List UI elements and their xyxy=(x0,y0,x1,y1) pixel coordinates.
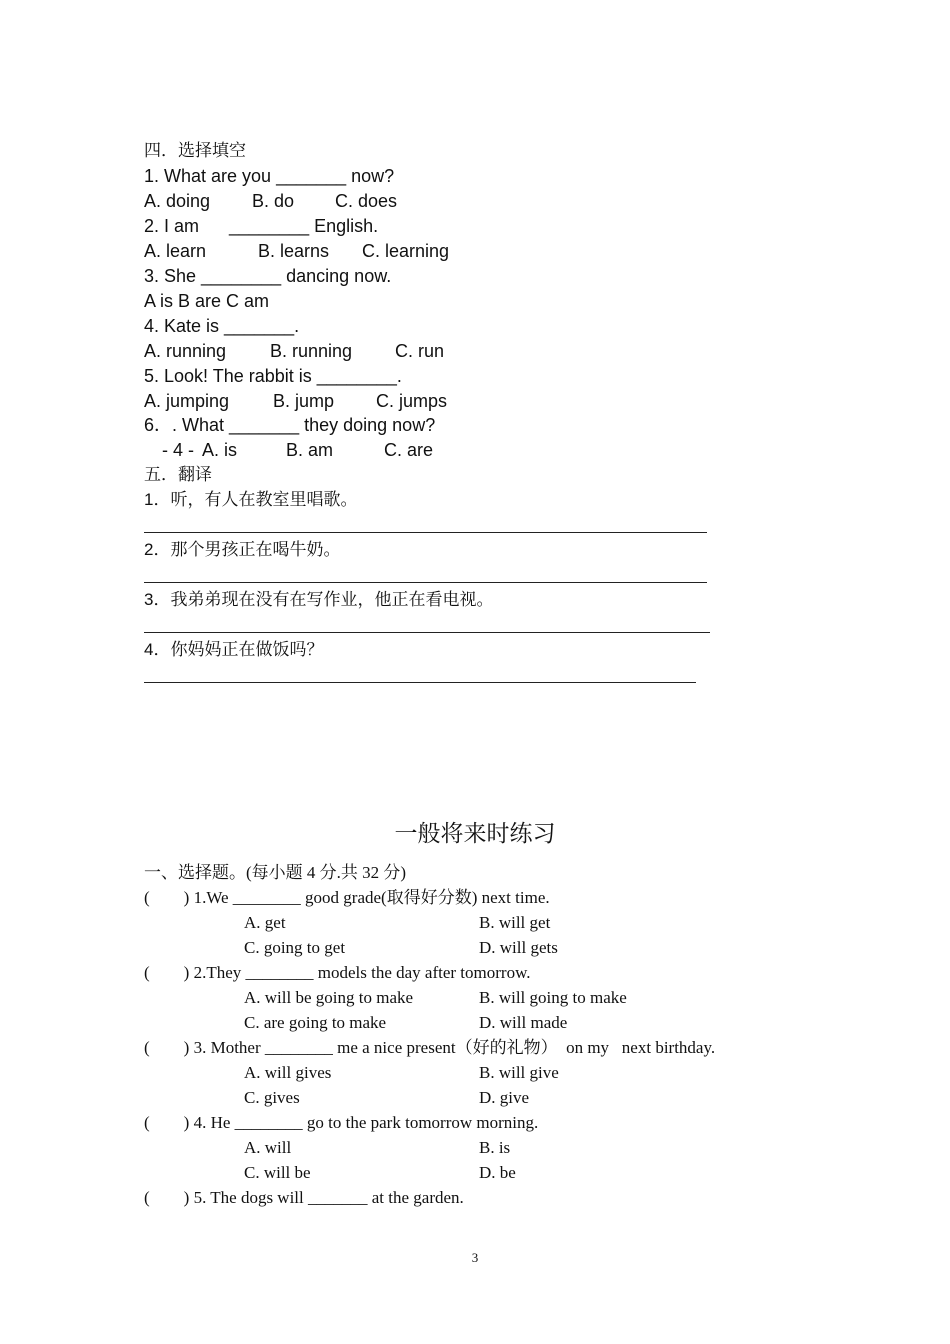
option-6c: C. are xyxy=(384,440,434,460)
option-2c: C. learning xyxy=(362,241,450,261)
future-option-1b: B. will get xyxy=(479,913,551,932)
exercise-title: 一般将来时练习 xyxy=(394,821,556,847)
question-5: 5. Look! The rabbit is ________. xyxy=(144,366,402,386)
future-option-2c: C. are going to make xyxy=(244,1013,387,1032)
option-4a: A. running xyxy=(144,341,227,361)
future-question-4: ( ) 4. He ________ go to the park tomorrow morning. xyxy=(144,1113,539,1132)
future-option-3b: B. will give xyxy=(479,1063,559,1082)
option-6b: B. am xyxy=(286,440,334,460)
future-option-4b: B. is xyxy=(479,1138,511,1157)
section5-heading: 五．翻译 xyxy=(144,465,212,484)
future-question-5: ( ) 5. The dogs will _______ at the garden. xyxy=(144,1188,464,1207)
option-1b: B. do xyxy=(252,191,295,211)
answer-line-1[interactable] xyxy=(144,532,707,533)
question-3: 3. She ________ dancing now. xyxy=(144,266,392,286)
option-2a: A. learn xyxy=(144,241,207,261)
future-option-2a: A. will be going to make xyxy=(244,988,414,1007)
section4-heading: 四．选择填空 xyxy=(144,141,246,160)
question-1: 1. What are you _______ now? xyxy=(144,166,395,186)
option-5a: A. jumping xyxy=(144,391,230,411)
option-4b: B. running xyxy=(270,341,353,361)
future-option-4a: A. will xyxy=(244,1138,292,1157)
future-option-3a: A. will gives xyxy=(244,1063,332,1082)
question-4: 4. Kate is _______. xyxy=(144,316,300,336)
future-option-1d: D. will gets xyxy=(479,938,558,957)
future-option-1a: A. get xyxy=(244,913,286,932)
answer-line-3[interactable] xyxy=(144,632,710,633)
option-5c: C. jumps xyxy=(376,391,448,411)
future-option-3d: D. give xyxy=(479,1088,530,1107)
future-option-3c: C. gives xyxy=(244,1088,300,1107)
question-6: 6．. What _______ they doing now? xyxy=(144,415,436,435)
future-option-4d: D. be xyxy=(479,1163,516,1182)
option-1c: C. does xyxy=(335,191,398,211)
options-3: A is B are C am xyxy=(144,291,270,311)
future-option-1c: C. going to get xyxy=(244,938,346,957)
future-question-3: ( ) 3. Mother ________ me a nice present（好的礼物） on my next birthday. xyxy=(144,1038,716,1057)
future-question-1: ( ) 1.We ________ good grade(取得好分数) next time. xyxy=(144,888,550,907)
future-option-2b: B. will going to make xyxy=(479,988,627,1007)
translate-3: 3．我弟弟现在没有在写作业，他正在看电视。 xyxy=(144,590,494,609)
option-5b: B. jump xyxy=(273,391,335,411)
option-6a: A. is xyxy=(202,440,238,460)
future-heading: 一、选择题。(每小题 4 分.共 32 分) xyxy=(144,863,407,882)
option-1a: A. doing xyxy=(144,191,211,211)
future-option-2d: D. will made xyxy=(479,1013,568,1032)
page-marker: - 4 - xyxy=(162,440,195,460)
translate-4: 4．你妈妈正在做饭吗？ xyxy=(144,640,324,659)
answer-line-4[interactable] xyxy=(144,682,696,683)
future-question-2: ( ) 2.They ________ models the day after tomorrow. xyxy=(144,963,531,982)
answer-line-2[interactable] xyxy=(144,582,707,583)
option-4c: C. run xyxy=(395,341,445,361)
question-2: 2. I am ________ English. xyxy=(144,216,379,236)
page-number: 3 xyxy=(471,1250,479,1265)
translate-1: 1．听，有人在教室里唱歌。 xyxy=(144,490,358,509)
translate-2: 2．那个男孩正在喝牛奶。 xyxy=(144,540,341,559)
option-2b: B. learns xyxy=(258,241,330,261)
future-option-4c: C. will be xyxy=(244,1163,311,1182)
